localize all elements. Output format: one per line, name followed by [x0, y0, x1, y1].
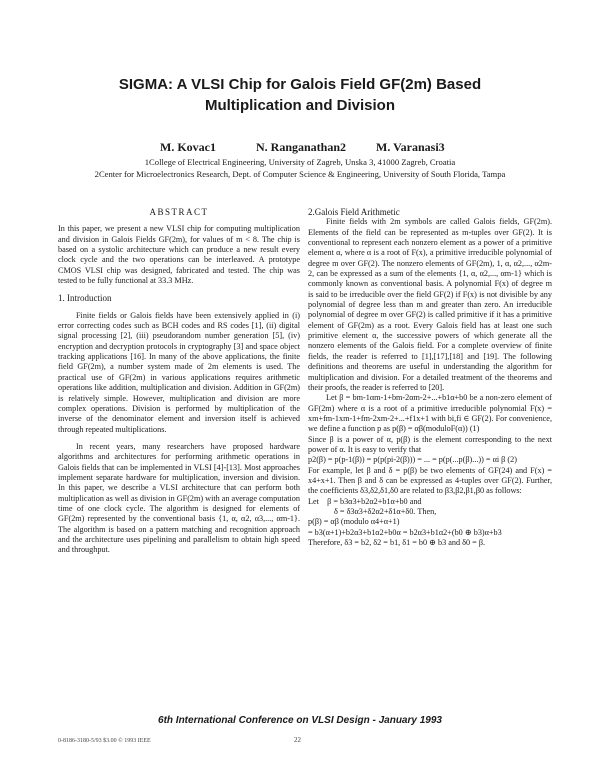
equation-number-1: (1) — [469, 424, 480, 434]
right-column — [308, 207, 552, 548]
section2-paragraph-2 — [308, 393, 552, 434]
conference-footer: 6th International Conference on VLSI Design - January 1993 — [158, 715, 442, 726]
author-kovac: M. Kovac1 — [160, 140, 216, 154]
equation-number-2: (2) — [507, 455, 517, 465]
affiliation-2: 2Center for Microelectronics Research, Dept. of Computer Science & Engineering, University of South Florida, Tampa — [94, 169, 506, 179]
definition-text: Let β = bm-1αm-1+bm-2αm-2+...+b1α+b0 be a non-zero element of GF(2m) where α is a root of a primitive irreducible polynomial F(x) = xm+fm-1xm-1+fm-2xm-2+...+f1x+1 with bi,fi ∈ GF(2). For convenience, we define a function p as p(β) = αβ(moduloF(α)) — [308, 393, 552, 434]
section2-paragraph-4: For example, let β and δ = p(β) be two elements of GF(24) and F(x) = x4+x+1. Then β and δ can be expressed as 4-tuples over GF(2). Further, the coefficients δ3,δ2,δ1,δ0 are related to β3,β2,β1,β0 as follows: — [308, 465, 552, 496]
equation-2-text: p2(β) = p(p-1(β)) = p(p(pi-2(β))) = ... = p(p(...p(β)...)) = αi β — [308, 455, 506, 465]
author-ranganathan: N. Ranganathan2 — [256, 140, 347, 154]
intro-heading: 1. Introduction — [58, 293, 112, 304]
equation-4: δ = δ3α3+δ2α2+δ1α+δ0. Then, — [334, 506, 437, 516]
equation-2 — [308, 455, 552, 465]
section2-heading: 2.Galois Field Arithmetic — [308, 207, 400, 217]
section2-paragraph-1: Finite fields with 2m symbols are called Galois fields, GF(2m). Elements of the field can be represented as m-tuples over GF(2). It is conventional to represent each nonzero element as a power of a primitive element α, where α is a root of F(x), a primitive irreducible polynomial of degree m over GF(2). The nonzero elements of GF(2m), 1, α, α2,..., α2m-2, can be expressed as a sum of the elements {1, α, α2,..., αm-1} which is commonly known as conventional basis. A polynomial F(x) of degree m is said to be irreducible over the field GF(2) if F(x) is not divisible by any polynomial of degree less than m and greater than zero. An irreducible polynomial of degree m over GF(2) is called primitive if it has a primitive element of GF(2m) as a root. Every Galois field has at least one such primitive element α, the successive powers of which generate all the nonzero elements of the Galois field. For a complete overview of finite fields, the reader is referred to [1],[17],[18] and [19]. The following definitions and theorems are useful in understanding the algorithm for multiplication and division. For a detailed treatment of the theorems and their proofs, the reader is referred to [20]. — [308, 217, 552, 392]
equation-3 — [308, 497, 552, 507]
paper-title-line2: Multiplication and Division — [204, 97, 395, 114]
equation-3-text: β = b3α3+b2α2+b1α+b0 and — [327, 496, 422, 506]
page-number: 22 — [294, 736, 301, 744]
equation-7: Therefore, δ3 = b2, δ2 = b1, δ1 = b0 ⊕ b3 and δ0 = β. — [308, 538, 486, 547]
abstract-text: In this paper, we present a new VLSI chip for computing multiplication and division in Galois Fields GF(2m), for values of m < 8. The chip is based on a systolic architecture which can produce a new result every clock cycle and the two operations can be interleaved. A prototype CMOS VLSI chip was designed, fabricated and tested. The chip was tested to be fully functional at 33.3 MHz. — [58, 224, 300, 286]
copyright-code: 0-8186-3180-5/93 $3.00 © 1993 IEEE — [58, 738, 151, 744]
let-label: Let — [308, 496, 319, 506]
author-varanasi: M. Varanasi3 — [376, 140, 445, 154]
equation-5: p(β) = αβ (modulo α4+α+1) — [308, 517, 400, 527]
intro-paragraph-2: In recent years, many researchers have proposed hardware algorithms and architectures for performing arithmetic operations in Galois fields that can be implemented in VLSI [4]-[13]. Most approaches implement separate hardware for multiplication, inversion and division. In this paper, we describe a VLSI architecture that can perform both multiplication as well as division in GF(2m) with an average computation time of one clock cycle. The algorithm is designed for elements of GF(2m) represented by the conventional basis {1, α, α2, α3,..., αm-1}. The algorithm is based on a pattern matching and recognition approach and the architecture uses pipelining and parallelism to obtain high speed and throughput. — [58, 441, 300, 555]
section2-paragraph-3: Since β is a power of α, p(β) is the element corresponding to the next power of α. It is easy to verify that — [308, 434, 552, 454]
paper-title-line1: SIGMA: A VLSI Chip for Galois Field GF(2m) Based — [118, 76, 482, 93]
affiliation-1: 1College of Electrical Engineering, University of Zagreb, Unska 3, 41000 Zagreb, Croatia — [144, 157, 456, 167]
abstract-heading: ABSTRACT — [149, 207, 209, 217]
left-column — [58, 207, 300, 556]
equation-6: = b3(α+1)+b2α3+b1α2+b0α = b2α3+b1α2+(b0 ⊕ b3)α+b3 — [308, 527, 502, 537]
intro-paragraph-1: Finite fields or Galois fields have been extensively applied in (i) error correcting codes such as BCH codes and RS codes [1], (ii) digital signal processing [2], (iii) pseudorandom number generation [5], (iv) encryption and decryption protocols in cryptography [3] and space object tracking applications [16]. In many of the above applications, the finite field GF(2m), a number system made of 2m elements is used. The practical use of GF(2m) in various applications requires arithmetic operations like addition, multiplication and division. Addition in GF(2m) is relatively simple. However, multiplication and division are more complex operations. Division is performed by multiplication of the inverse of the denominator element and inversion itself is achieved through repeated multiplications. — [58, 310, 300, 434]
